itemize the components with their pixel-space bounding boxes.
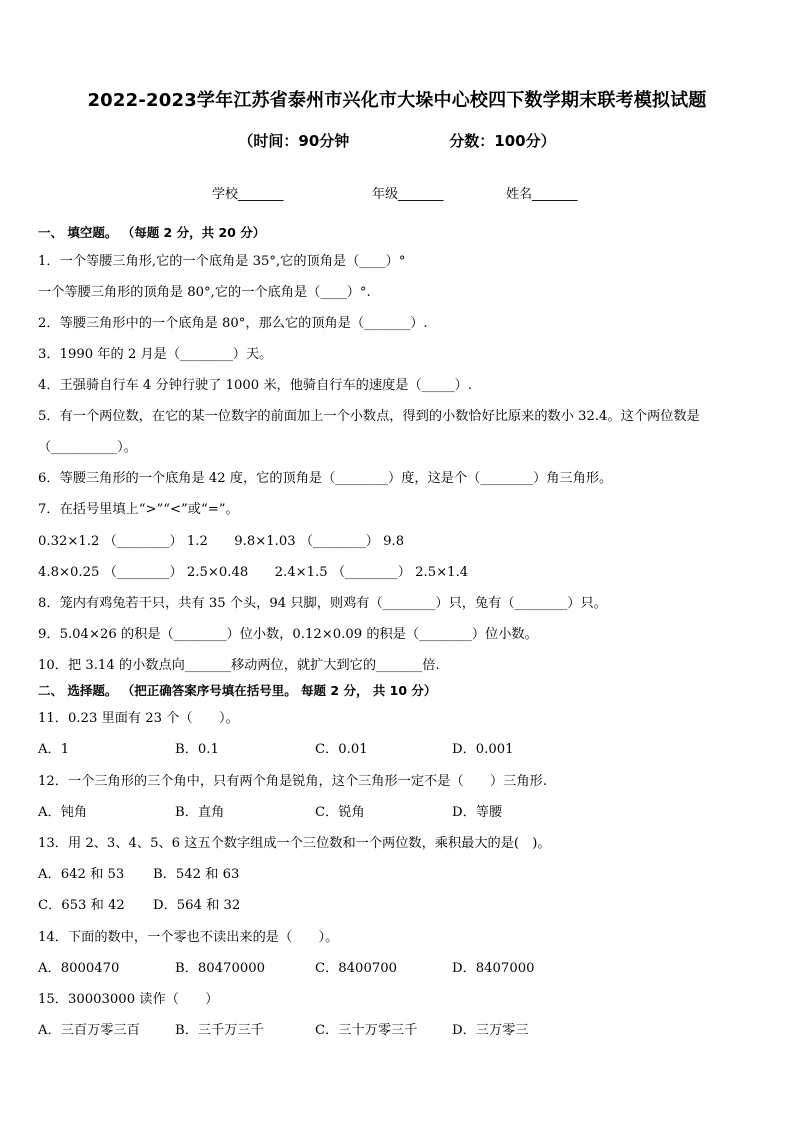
option-d[interactable]: D．8407000: [452, 961, 535, 976]
question-1b: 一个等腰三角形的顶角是 80°,它的一个底角是（____）°.: [38, 285, 371, 300]
option-d[interactable]: D．三万零三: [452, 1023, 529, 1038]
question-14: 14．下面的数中，一个零也不读出来的是（ ）。: [38, 930, 339, 945]
school-field[interactable]: 学校_______: [212, 187, 284, 202]
grade-field[interactable]: 年级_______: [372, 187, 444, 202]
option-b[interactable]: B．直角: [175, 805, 225, 820]
question-3: 3．1990 年的 2 月是（________）天。: [38, 347, 273, 362]
option-b[interactable]: B．542 和 63: [153, 867, 240, 882]
question-7-row-2: 4.8×0.25 （________） 2.5×0.48 2.4×1.5 （________） 2.5×1.4: [38, 565, 469, 580]
option-d[interactable]: D．0.001: [452, 742, 514, 757]
section-1-title: 一、 填空题。 （每题 2 分，共 20 分）: [38, 225, 266, 240]
question-13: 13．用 2、3、4、5、6 这五个数字组成一个三位数和一个两位数，乘积最大的是( )。: [38, 836, 551, 851]
option-a[interactable]: A．三百万零三百: [38, 1023, 140, 1038]
option-b[interactable]: B．三千万三千: [175, 1023, 264, 1038]
exam-time: （时间：90分钟: [238, 132, 350, 150]
name-field[interactable]: 姓名_______: [506, 187, 578, 202]
question-1a: 1．一个等腰三角形,它的一个底角是 35°,它的顶角是（____）°: [38, 254, 406, 269]
option-a[interactable]: A．1: [38, 742, 70, 757]
option-d[interactable]: D．564 和 32: [153, 898, 241, 913]
option-a[interactable]: A．钝角: [38, 805, 88, 820]
question-5: 5．有一个两位数，在它的某一位数字的前面加上一个小数点，得到的小数恰好比原来的数小 32.4。这个两位数是: [38, 409, 700, 424]
question-9: 9．5.04×26 的积是（________）位小数，0.12×0.09 的积是（________）位小数。: [38, 627, 538, 642]
option-a[interactable]: A．8000470: [38, 961, 120, 976]
question-2: 2．等腰三角形中的一个底角是 80°，那么它的顶角是（_______）.: [38, 316, 428, 331]
option-a[interactable]: A．642 和 53: [38, 867, 125, 882]
question-11: 11．0.23 里面有 23 个（ ）。: [38, 711, 239, 726]
option-c[interactable]: C．锐角: [315, 805, 365, 820]
option-b[interactable]: B．80470000: [175, 961, 266, 976]
option-d[interactable]: D．等腰: [452, 805, 503, 820]
option-b[interactable]: B．0.1: [175, 742, 219, 757]
question-15: 15．30003000 读作（ ）: [38, 992, 219, 1007]
question-8: 8．笼内有鸡兔若干只，共有 35 个头，94 只脚，则鸡有（________）只，兔有（________）只。: [38, 596, 607, 611]
option-c[interactable]: C．0.01: [315, 742, 368, 757]
question-7-row-1: 0.32×1.2 （________） 1.2 9.8×1.03 （________） 9.8: [38, 534, 405, 549]
question-7: 7．在括号里填上“>”“<”或“=”。: [38, 502, 239, 517]
question-4: 4．王强骑自行车 4 分钟行驶了 1000 米，他骑自行车的速度是（_____）.: [38, 378, 472, 393]
option-c[interactable]: C．三十万零三千: [315, 1023, 418, 1038]
question-10: 10．把 3.14 的小数点向_______移动两位，就扩大到它的_______倍.: [38, 658, 440, 673]
section-2-title: 二、 选择题。 （把正确答案序号填在括号里。 每题 2 分， 共 10 分）: [38, 683, 437, 698]
page-title: 2022-2023学年江苏省泰州市兴化市大垛中心校四下数学期末联考模拟试题: [87, 90, 707, 111]
option-c[interactable]: C．653 和 42: [38, 898, 125, 913]
question-12: 12．一个三角形的三个角中，只有两个角是锐角，这个三角形一定不是（ ）三角形.: [38, 774, 547, 789]
exam-score: 分数：100分）: [449, 132, 556, 150]
question-6: 6．等腰三角形的一个底角是 42 度，它的顶角是（________）度，这是个（________）角三角形。: [38, 471, 613, 486]
question-5-blank: （__________）。: [38, 440, 137, 455]
exam-meta: [0, 130, 794, 151]
option-c[interactable]: C．8400700: [315, 961, 398, 976]
